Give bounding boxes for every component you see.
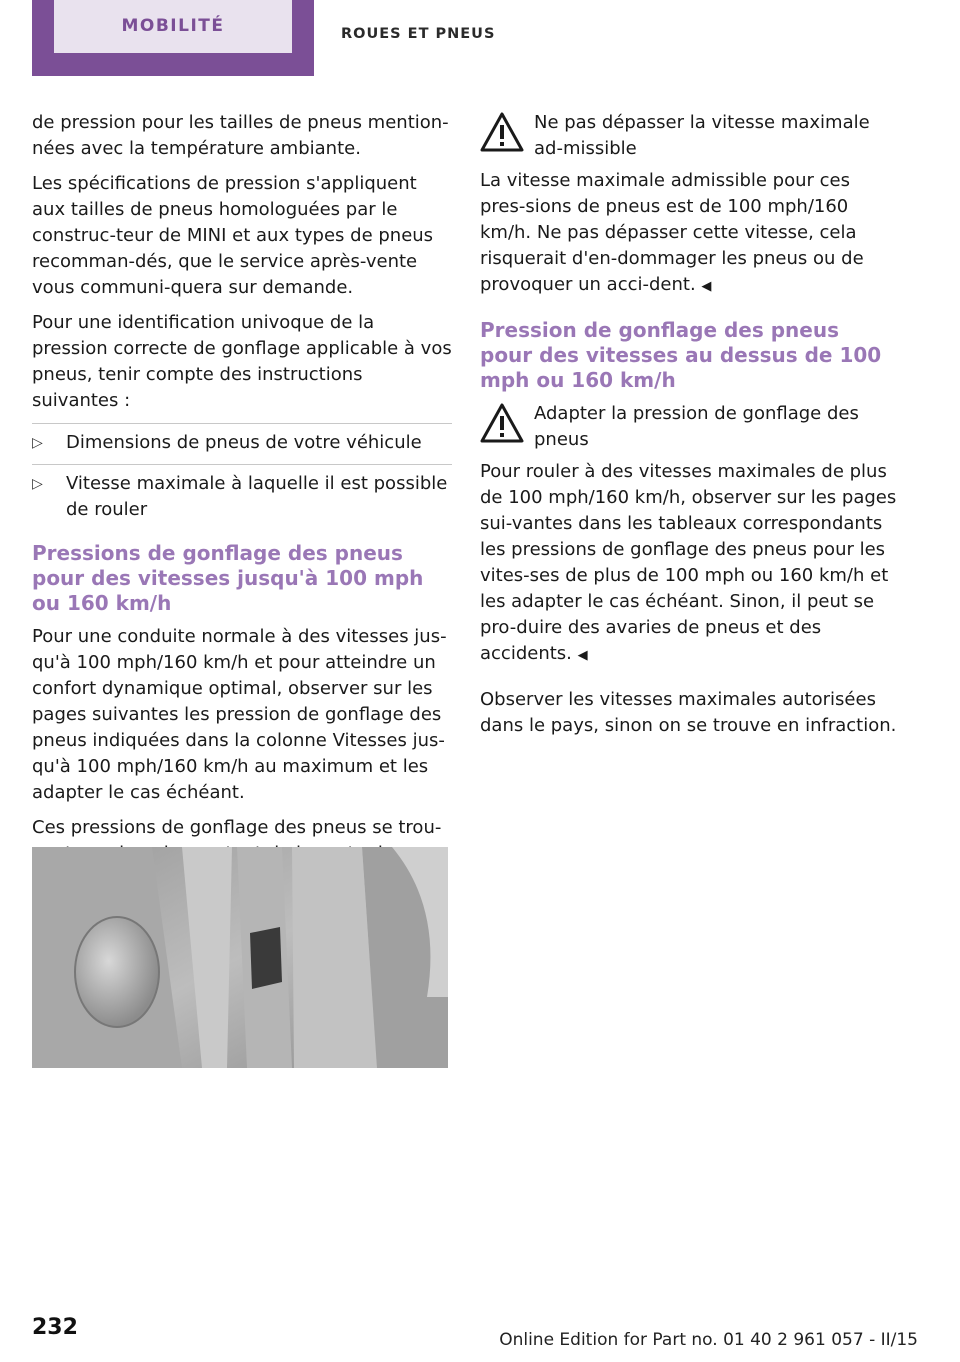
footer-edition: Online Edition for Part no. 01 40 2 961 057 - II/15 [499, 1330, 918, 1350]
paragraph: de pression pour les tailles de pneus mention-nées avec la température ambiante. [32, 112, 449, 159]
paragraph: Pour une identification univoque de la pression correcte de gonflage applicable à vos pneus, tenir compte des instructions suivantes : [32, 312, 452, 411]
left-column [32, 110, 452, 902]
paragraph: Pour une conduite normale à des vitesses jus-qu'à 100 mph/160 km/h et pour atteindre un confort dynamique optimal, observer sur les pages suivantes les pression de gonflage des pneus indiquées dans la colonne Vitesses jus-qu'à 100 mph/160 km/h au maximum et les adapter le cas échéant. [32, 626, 447, 803]
section-heading: Pressions de gonflage des pneus pour des vitesses jusqu'à 100 mph ou 160 km/h [32, 541, 424, 615]
list-item: ▷ Vitesse maximale à laquelle il est possible de rouler [32, 464, 452, 523]
warning-title: Adapter la pression de gonflage des pneus [534, 403, 859, 450]
right-column [480, 110, 898, 748]
warning-title: Ne pas dépasser la vitesse maximale ad-missible [534, 112, 870, 159]
warning-body-text: La vitesse maximale admissible pour ces pres-sions de pneus est de 100 mph/160 km/h. Ne pas dépasser cette vitesse, cela risquerait d'en-dommager les pneus ou de provoquer un acci-dent. [480, 170, 864, 295]
list-item: ▷ Dimensions de pneus de votre véhicule [32, 423, 452, 456]
warning-body-text: Pour rouler à des vitesses maximales de plus de 100 mph/160 km/h, observer sur les pages sui-vantes dans les tableaux correspondants les pressions de gonflage des pneus pour les vites-ses de plus de 100 mph ou 160 km/h et les adapter le cas échéant. Sinon, il peut se pro-duire des avaries de pneus et des accidents. [480, 461, 897, 664]
bullet-list [32, 423, 452, 523]
door-pillar-photo [32, 847, 448, 1068]
paragraph: Ces pressions de gonflage des pneus se trou- [32, 817, 442, 838]
warning-block [480, 401, 898, 453]
section-tab [32, 0, 314, 76]
warning-triangle-icon [480, 403, 524, 443]
end-mark-icon: ◀ [577, 648, 588, 663]
section-heading: Pression de gonflage des pneus pour des vitesses au dessus de 100 mph ou 160 km/h [480, 318, 882, 392]
subsection-title: ROUES ET PNEUS [341, 26, 496, 42]
warning-block [480, 110, 898, 162]
warning-triangle-icon [480, 112, 524, 152]
end-mark-icon: ◀ [701, 279, 712, 294]
paragraph: Observer les vitesses maximales autorisées dans le pays, sinon on se trouve en infraction. [480, 689, 897, 736]
warning-body [480, 168, 898, 300]
page-number: 232 [32, 1315, 78, 1340]
warning-body [480, 459, 898, 669]
section-tab-label: MOBILITÉ [54, 0, 292, 53]
paragraph: Les spécifications de pression s'appliquent aux tailles de pneus homologuées par le construc-teur de MINI et aux types de pneus recomman-dés, que le service après-vente vous communi-quera sur demande. [32, 173, 434, 298]
